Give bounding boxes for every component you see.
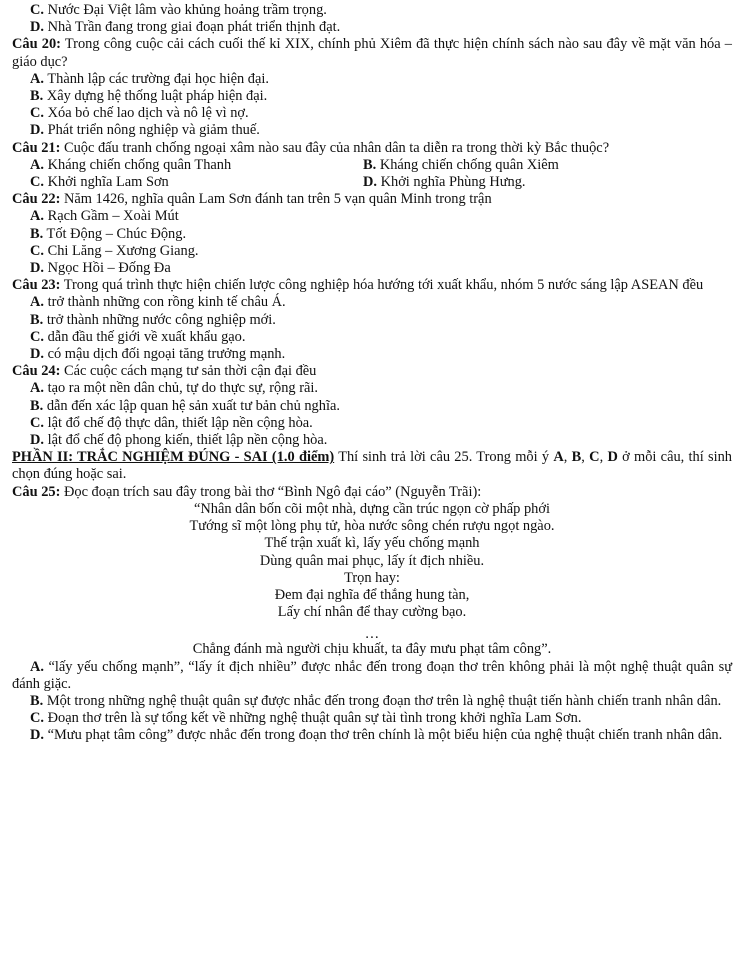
separator: , bbox=[599, 449, 604, 466]
q21-option-d bbox=[363, 174, 696, 191]
option-letter: C. bbox=[30, 174, 44, 191]
q22-option-b bbox=[12, 226, 732, 243]
option-letter: C. bbox=[30, 2, 44, 18]
statement-b bbox=[12, 693, 732, 710]
q21-option-a bbox=[30, 157, 363, 174]
poem-line: “Nhân dân bốn cõi một nhà, dựng cần trúc ngọn cờ phấp phới bbox=[194, 500, 550, 517]
option-letter: B. bbox=[30, 88, 44, 105]
question-25 bbox=[12, 484, 732, 501]
poem-ellipsis: … bbox=[364, 626, 380, 643]
statement-text: Một trong những nghệ thuật quân sự được nhắc đến trong đoạn thơ trên là nghệ thuật tiến hành chiến tranh nhân dân. bbox=[46, 692, 722, 709]
option-letter: A bbox=[553, 449, 564, 466]
question-number: Câu 24: bbox=[12, 363, 61, 380]
question-20 bbox=[12, 36, 732, 70]
section-intro: ở mỗi câu, thí sinh chọn đúng hoặc sai. bbox=[12, 449, 732, 483]
q22-option-d bbox=[12, 260, 732, 277]
option-text: Khởi nghĩa Lam Sơn bbox=[47, 174, 169, 191]
poem-line: Thế trận xuất kì, lấy yếu chống mạnh bbox=[264, 535, 480, 552]
poem-line: Tướng sĩ một lòng phụ tử, hòa nước sông chén rượu ngọt ngào. bbox=[189, 518, 555, 535]
option-letter: D. bbox=[30, 432, 44, 449]
q22-option-c bbox=[12, 243, 732, 260]
question-text: Trong công cuộc cải cách cuối thế kỉ XIX, chính phủ Xiêm đã thực hiện chính sách nào sau đây về mặt văn hóa – giáo dục? bbox=[12, 36, 733, 70]
option-letter: B bbox=[571, 449, 582, 466]
part-2-header bbox=[12, 449, 732, 483]
question-24 bbox=[12, 363, 732, 380]
option-text: lật đổ chế độ phong kiến, thiết lập nền cộng hòa. bbox=[47, 432, 328, 449]
question-text: Cuộc đấu tranh chống ngoại xâm nào sau đây của nhân dân ta diễn ra trong thời kỳ Bắc thuộc? bbox=[63, 139, 610, 156]
statement-a bbox=[12, 659, 732, 693]
option-text: tạo ra một nền dân chủ, tự do thực sự, rộng rãi. bbox=[47, 380, 318, 397]
option-text: Nhà Trần đang trong giai đoạn phát triển thịnh đạt. bbox=[47, 19, 341, 36]
option-letter: D. bbox=[30, 122, 44, 139]
q21-options-row-1 bbox=[12, 157, 732, 174]
section-title: PHẦN II: TRẮC NGHIỆM ĐÚNG - SAI (1.0 điểm) bbox=[12, 449, 335, 466]
question-number: Câu 20: bbox=[12, 36, 61, 53]
statement-text: “Mưu phạt tâm công” được nhắc đến trong đoạn thơ trên chính là một biểu hiện của nghệ thuật chiến tranh nhân dân. bbox=[47, 727, 723, 744]
option-text: có mậu dịch đối ngoại tăng trưởng mạnh. bbox=[47, 346, 286, 363]
option-text: Phát triển nông nghiệp và giảm thuế. bbox=[47, 122, 260, 139]
q20-option-c bbox=[12, 105, 732, 122]
option-d-prev bbox=[12, 19, 732, 36]
q23-option-b bbox=[12, 312, 732, 329]
option-text: Tốt Động – Chúc Động. bbox=[46, 225, 187, 242]
poem-line: Đem đại nghĩa để thắng hung tàn, bbox=[274, 586, 470, 603]
option-letter: A. bbox=[30, 208, 44, 225]
option-letter: C bbox=[589, 449, 600, 466]
option-text: trở thành những con rồng kinh tế châu Á. bbox=[47, 294, 286, 311]
q24-option-a bbox=[12, 380, 732, 397]
option-letter: D. bbox=[363, 174, 377, 191]
section-intro: Thí sinh trả lời câu 25. Trong mỗi ý bbox=[334, 449, 554, 466]
option-text: dẫn đến xác lập quan hệ sản xuất tư bản chủ nghĩa. bbox=[46, 397, 340, 414]
option-text: Ngọc Hồi – Đống Đa bbox=[47, 260, 171, 277]
statement-c bbox=[12, 710, 732, 727]
option-letter: B. bbox=[30, 225, 44, 242]
q23-option-d bbox=[12, 346, 732, 363]
option-letter: C. bbox=[30, 105, 44, 122]
q21-option-c bbox=[30, 174, 363, 191]
q21-options-row-2 bbox=[12, 174, 732, 191]
q21-option-b bbox=[363, 157, 696, 174]
option-letter: C. bbox=[30, 242, 44, 259]
poem-line: Dùng quân mai phục, lấy ít địch nhiều. bbox=[259, 552, 485, 569]
option-letter: A. bbox=[30, 156, 44, 173]
option-letter: D. bbox=[30, 19, 44, 36]
question-number: Câu 23: bbox=[12, 277, 61, 294]
question-text: Các cuộc cách mạng tư sản thời cận đại đều bbox=[63, 363, 317, 380]
option-text: Xóa bỏ chế lao dịch và nô lệ vì nợ. bbox=[47, 105, 249, 122]
q20-option-b bbox=[12, 88, 732, 105]
option-letter: D bbox=[607, 449, 618, 466]
option-text: Kháng chiến chống quân Xiêm bbox=[379, 156, 559, 173]
statement-text: “lấy yếu chống mạnh”, “lấy ít địch nhiều” được nhắc đến trong đoạn thơ trên không phải là một nghệ thuật quân sự đánh giặc. bbox=[12, 658, 732, 692]
option-letter: A. bbox=[30, 70, 44, 87]
option-text: dẫn đầu thế giới về xuất khẩu gạo. bbox=[47, 328, 246, 345]
option-text: Chi Lăng – Xương Giang. bbox=[47, 242, 199, 259]
q23-option-c bbox=[12, 329, 732, 346]
question-number: Câu 25: bbox=[12, 483, 61, 500]
option-text: Xây dựng hệ thống luật pháp hiện đại. bbox=[46, 88, 268, 105]
option-letter: C. bbox=[30, 414, 44, 431]
question-text: Đọc đoạn trích sau đây trong bài thơ “Bình Ngô đại cáo” (Nguyễn Trãi): bbox=[63, 483, 482, 500]
option-letter: A. bbox=[30, 658, 44, 675]
poem-line: Lấy chí nhân để thay cường bạo. bbox=[277, 604, 467, 621]
option-letter: B. bbox=[363, 156, 377, 173]
option-letter: A. bbox=[30, 380, 44, 397]
q24-option-d bbox=[12, 432, 732, 449]
option-letter: D. bbox=[30, 727, 44, 744]
q24-option-c bbox=[12, 415, 732, 432]
option-letter: D. bbox=[30, 346, 44, 363]
question-22 bbox=[12, 191, 732, 208]
exam-page bbox=[0, 2, 736, 745]
option-text: trở thành những nước công nghiệp mới. bbox=[46, 311, 276, 328]
option-letter: A. bbox=[30, 294, 44, 311]
option-text: Nước Đại Việt lâm vào khủng hoảng trầm trọng. bbox=[47, 2, 327, 18]
option-letter: D. bbox=[30, 260, 44, 277]
question-text: Trong quá trình thực hiện chiến lược công nghiệp hóa hướng tới xuất khẩu, nhóm 5 nước sáng lập ASEAN đều bbox=[63, 277, 704, 294]
question-23 bbox=[12, 277, 732, 294]
q20-option-d bbox=[12, 122, 732, 139]
q24-option-b bbox=[12, 398, 732, 415]
q23-option-a bbox=[12, 294, 732, 311]
option-text: Rạch Gầm – Xoài Mút bbox=[47, 208, 179, 225]
question-text: Năm 1426, nghĩa quân Lam Sơn đánh tan trên 5 vạn quân Minh trong trận bbox=[63, 191, 492, 208]
statement-d bbox=[12, 727, 732, 744]
option-c-prev bbox=[12, 2, 732, 19]
option-letter: B. bbox=[30, 311, 44, 328]
separator: , bbox=[581, 449, 590, 466]
option-text: Thành lập các trường đại học hiện đại. bbox=[47, 70, 269, 87]
option-letter: C. bbox=[30, 710, 44, 727]
question-number: Câu 21: bbox=[12, 139, 61, 156]
separator: , bbox=[563, 449, 572, 466]
question-21 bbox=[12, 140, 732, 157]
poem-line: Trọn hay: bbox=[344, 569, 400, 586]
q22-option-a bbox=[12, 208, 732, 225]
option-text: Kháng chiến chống quân Thanh bbox=[47, 156, 232, 173]
q20-option-a bbox=[12, 71, 732, 88]
option-letter: B. bbox=[30, 692, 44, 709]
option-text: Khởi nghĩa Phùng Hưng. bbox=[380, 174, 526, 191]
option-letter: C. bbox=[30, 328, 44, 345]
statement-text: Đoạn thơ trên là sự tổng kết về những nghệ thuật quân sự tài tình trong khởi nghĩa Lam Sơn. bbox=[47, 710, 582, 727]
poem-excerpt bbox=[12, 501, 732, 659]
poem-line: Chẳng đánh mà người chịu khuất, ta đây mưu phạt tâm công”. bbox=[192, 641, 552, 658]
option-text: lật đổ chế độ thực dân, thiết lập nền cộng hòa. bbox=[47, 414, 313, 431]
option-letter: B. bbox=[30, 397, 44, 414]
question-number: Câu 22: bbox=[12, 191, 61, 208]
